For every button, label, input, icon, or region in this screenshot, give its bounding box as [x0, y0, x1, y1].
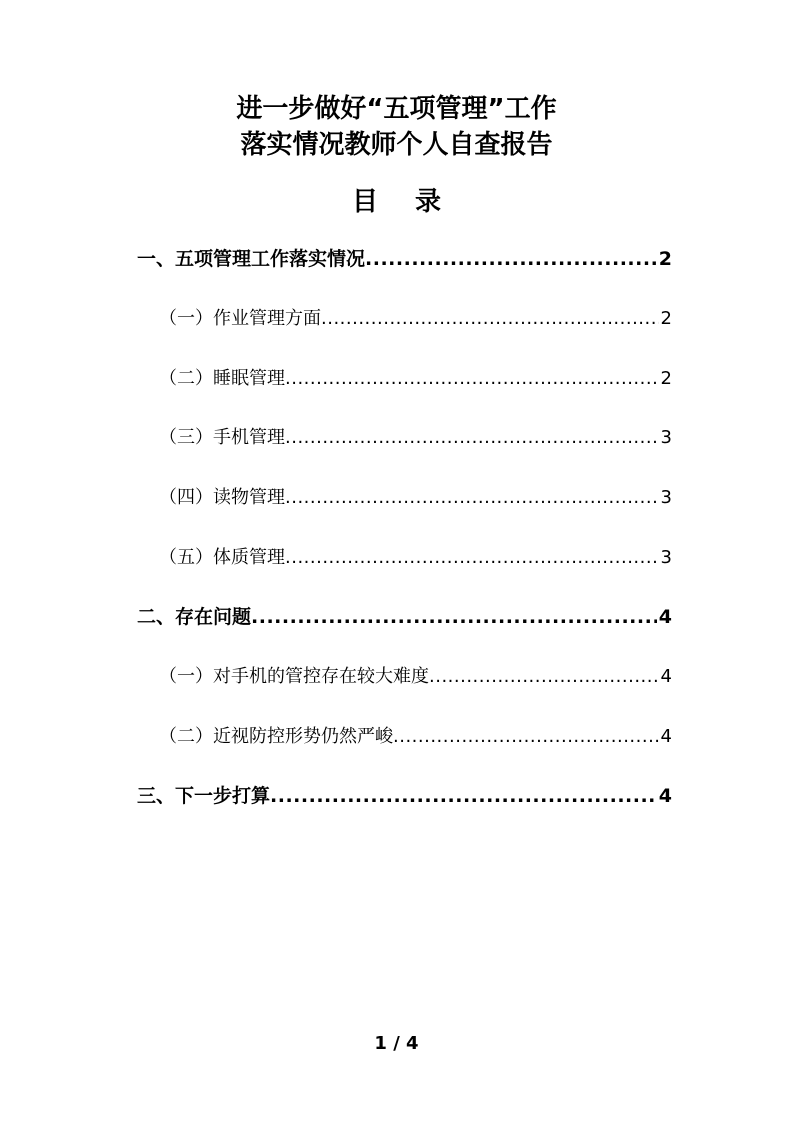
- toc-entry-page-number: 4: [660, 726, 672, 747]
- toc-dot-leader: [270, 781, 657, 811]
- document-title-line-1: 进一步做好“五项管理”工作: [236, 94, 557, 124]
- toc-entry-page-number: 4: [658, 606, 672, 628]
- toc-entry-label: （五）体质管理: [159, 547, 285, 568]
- toc-entry-label: 一、五项管理工作落实情况: [137, 248, 366, 270]
- toc-dot-leader: [251, 602, 657, 632]
- toc-entry-section-1[interactable]: [137, 244, 672, 274]
- toc-entry-section-3[interactable]: [137, 781, 672, 811]
- toc-entry-page-number: 2: [660, 368, 672, 389]
- toc-dot-leader: [321, 304, 659, 334]
- toc-dot-leader: [285, 423, 659, 453]
- document-title-line-2: 落实情况教师个人自查报告: [240, 130, 553, 160]
- toc-entry-label: （一）作业管理方面: [159, 308, 321, 329]
- toc-entry-label: （一）对手机的管控存在较大难度: [159, 666, 429, 687]
- toc-entry-label: 三、下一步打算: [137, 785, 271, 807]
- toc-dot-leader: [285, 364, 659, 394]
- toc-entry-section-1-4[interactable]: [159, 483, 672, 513]
- toc-entry-section-2[interactable]: [137, 602, 672, 632]
- toc-dot-leader: [285, 543, 659, 573]
- toc-entry-label: 二、存在问题: [137, 606, 252, 628]
- toc-entry-section-1-2[interactable]: [159, 364, 672, 394]
- toc-dot-leader: [393, 722, 659, 752]
- toc-entry-label: （二）近视防控形势仍然严峻: [159, 726, 393, 747]
- toc-entry-label: （二）睡眠管理: [159, 368, 285, 389]
- toc-entry-page-number: 3: [660, 427, 672, 448]
- toc-entry-page-number: 3: [660, 487, 672, 508]
- page-indicator: 1 / 4: [374, 1033, 419, 1054]
- toc-dot-leader: [285, 483, 659, 513]
- toc-entry-page-number: 4: [658, 785, 672, 807]
- toc-dot-leader: [365, 244, 657, 274]
- toc-entry-page-number: 2: [658, 248, 672, 270]
- toc-entry-page-number: 4: [660, 666, 672, 687]
- toc-entry-section-1-1[interactable]: [159, 304, 672, 334]
- toc-entry-label: （三）手机管理: [159, 427, 285, 448]
- toc-entry-section-2-1[interactable]: [159, 662, 672, 692]
- toc-dot-leader: [429, 662, 659, 692]
- toc-heading: 目 录: [351, 187, 456, 217]
- toc-entry-label: （四）读物管理: [159, 487, 285, 508]
- toc-entry-page-number: 2: [660, 308, 672, 329]
- toc-entry-section-1-3[interactable]: [159, 423, 672, 453]
- toc-entry-page-number: 3: [660, 547, 672, 568]
- toc-entry-section-2-2[interactable]: [159, 722, 672, 752]
- toc-entry-section-1-5[interactable]: [159, 543, 672, 573]
